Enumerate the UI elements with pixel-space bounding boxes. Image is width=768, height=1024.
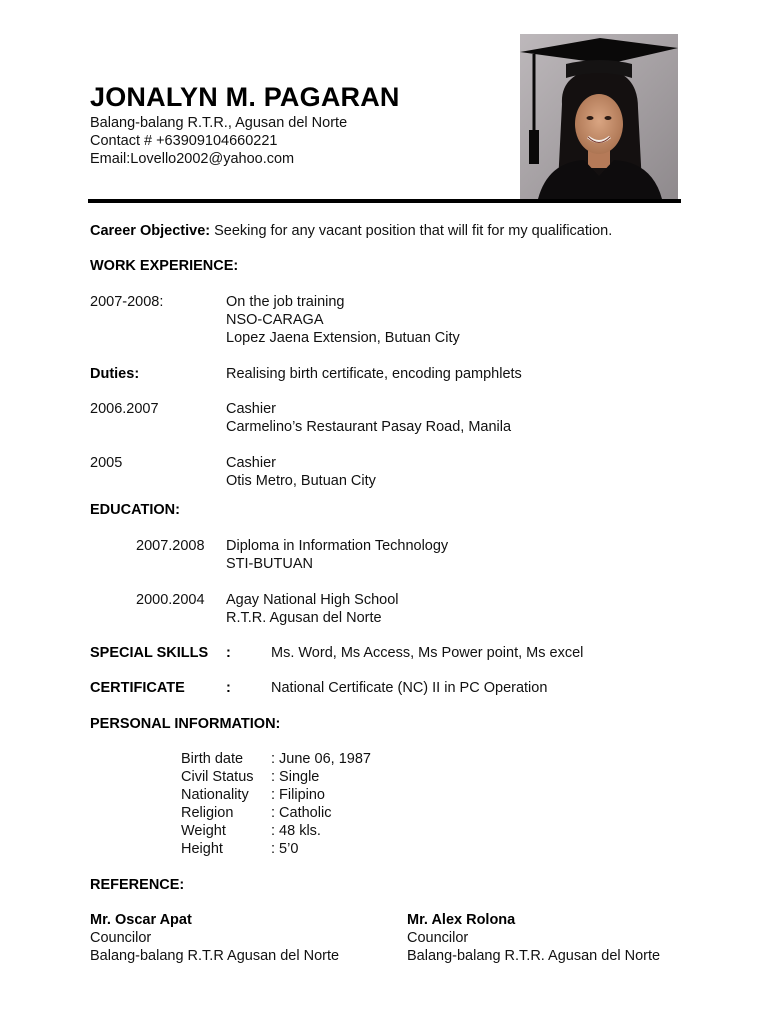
applicant-contact: Contact # +63909104660221 bbox=[90, 133, 278, 149]
reference-title: Councilor bbox=[407, 930, 469, 946]
reference-name: Mr. Alex Rolona bbox=[407, 912, 516, 928]
personal-info-value: : 48 kls. bbox=[271, 823, 321, 839]
education-heading: EDUCATION: bbox=[90, 502, 180, 518]
work-period: 2005 bbox=[90, 455, 123, 471]
reference-heading: REFERENCE: bbox=[90, 877, 185, 893]
duties-text: Realising birth certificate, encoding pamphlets bbox=[226, 366, 522, 382]
personal-info-value: : Filipino bbox=[271, 787, 325, 803]
personal-info-label: Nationality bbox=[181, 787, 249, 803]
header-divider bbox=[88, 199, 681, 203]
career-objective bbox=[90, 222, 612, 240]
career-objective-label: Career Objective: bbox=[90, 223, 211, 239]
applicant-email: Email:Lovello2002@yahoo.com bbox=[90, 151, 295, 167]
reference-title: Councilor bbox=[90, 930, 152, 946]
work-detail: Lopez Jaena Extension, Butuan City bbox=[226, 330, 460, 346]
personal-info-value: : Catholic bbox=[271, 805, 332, 821]
education-detail: R.T.R. Agusan del Norte bbox=[226, 610, 382, 626]
personal-info-label: Religion bbox=[181, 805, 234, 821]
personal-info-value: : Single bbox=[271, 769, 320, 785]
work-period: 2007-2008: bbox=[90, 294, 164, 310]
reference-address: Balang-balang R.T.R. Agusan del Norte bbox=[407, 948, 661, 964]
certificate-colon: : bbox=[226, 680, 231, 696]
personal-info-heading: PERSONAL INFORMATION: bbox=[90, 716, 281, 732]
education-detail: Agay National High School bbox=[226, 592, 399, 608]
work-detail: Cashier bbox=[226, 455, 276, 471]
personal-info-value: : 5’0 bbox=[271, 841, 299, 857]
education-detail: Diploma in Information Technology bbox=[226, 538, 449, 554]
work-period: 2006.2007 bbox=[90, 401, 159, 417]
certificate-text: National Certificate (NC) II in PC Operation bbox=[271, 680, 548, 696]
career-objective-text: Seeking for any vacant position that will fit for my qualification. bbox=[214, 223, 613, 239]
applicant-address: Balang-balang R.T.R., Agusan del Norte bbox=[90, 115, 348, 131]
work-detail: Otis Metro, Butuan City bbox=[226, 473, 376, 489]
reference-address: Balang-balang R.T.R Agusan del Norte bbox=[90, 948, 340, 964]
special-skills-colon: : bbox=[226, 645, 231, 661]
work-detail: Carmelino’s Restaurant Pasay Road, Manila bbox=[226, 419, 512, 435]
duties-label: Duties: bbox=[90, 366, 140, 382]
applicant-name: JONALYN M. PAGARAN bbox=[90, 82, 400, 112]
work-experience-heading: WORK EXPERIENCE: bbox=[90, 258, 239, 274]
personal-info-value: : June 06, 1987 bbox=[271, 751, 371, 767]
work-detail: Cashier bbox=[226, 401, 276, 417]
personal-info-label: Civil Status bbox=[181, 769, 254, 785]
reference-name: Mr. Oscar Apat bbox=[90, 912, 192, 928]
special-skills-text: Ms. Word, Ms Access, Ms Power point, Ms excel bbox=[271, 645, 584, 661]
graduation-portrait-photo bbox=[520, 34, 678, 199]
personal-info-label: Birth date bbox=[181, 751, 244, 767]
education-period: 2000.2004 bbox=[136, 592, 205, 608]
personal-info-label: Weight bbox=[181, 823, 226, 839]
work-detail: On the job training bbox=[226, 294, 345, 310]
special-skills-label: SPECIAL SKILLS bbox=[90, 645, 209, 661]
work-detail: NSO-CARAGA bbox=[226, 312, 324, 328]
education-detail: STI-BUTUAN bbox=[226, 556, 313, 572]
education-period: 2007.2008 bbox=[136, 538, 205, 554]
personal-info-label: Height bbox=[181, 841, 223, 857]
certificate-label: CERTIFICATE bbox=[90, 680, 185, 696]
